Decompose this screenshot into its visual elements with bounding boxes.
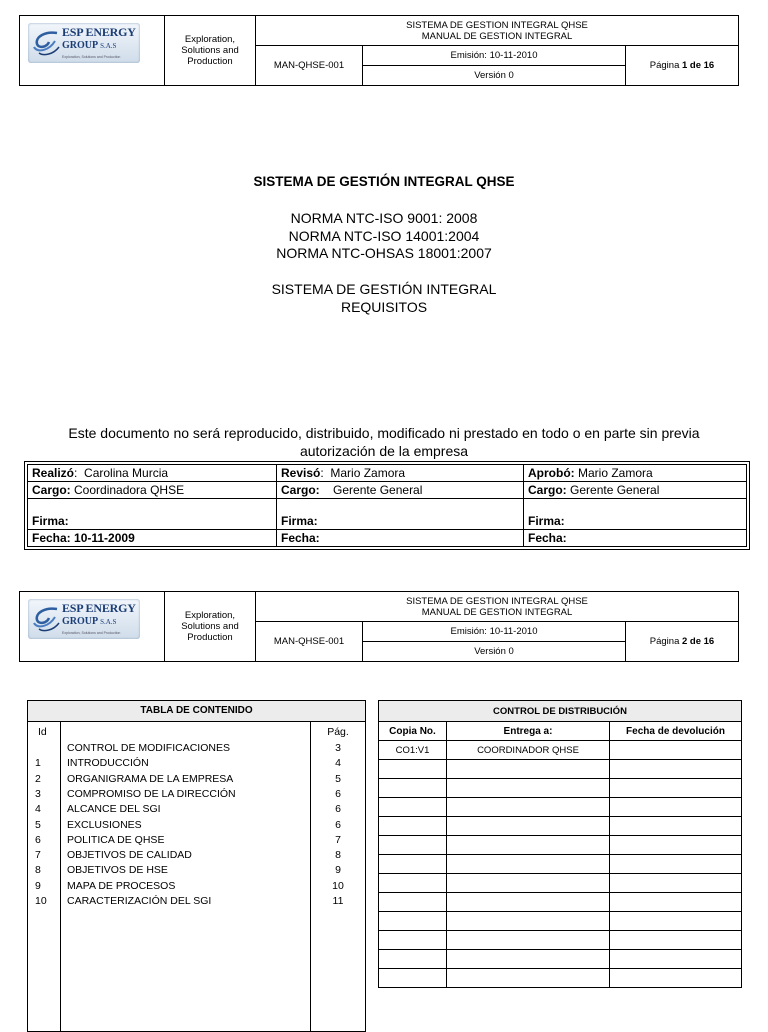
toc-row-page: 7 (335, 833, 341, 846)
table-cell (379, 874, 447, 893)
table-cell (610, 855, 742, 874)
reproduction-notice: Este documento no será reproducido, distribuido, modificado ni prestado en todo o en parte sin previa autorización de la empresa (68, 425, 700, 459)
toc-row-page: 3 (335, 742, 341, 754)
toc-row-id: 3 (35, 787, 41, 800)
toc-row-label: ALCANCE DEL SGI (67, 803, 161, 816)
toc-row-label: INTRODUCCIÓN (67, 757, 149, 770)
toc-row-page: 6 (335, 818, 341, 831)
table-cell (447, 969, 610, 988)
document-code: MAN-QHSE-001 (256, 46, 363, 86)
toc-row-id: 10 (35, 895, 47, 907)
table-cell (379, 855, 447, 874)
table-cell (447, 779, 610, 798)
table-cell (610, 874, 742, 893)
toc-row (28, 894, 365, 909)
distribution-title: CONTROL DE DISTRIBUCIÓN (379, 701, 742, 722)
logo-line2: GROUP S.A.S (62, 40, 117, 51)
toc-row-label: COMPROMISO DE LA DIRECCIÓN (67, 787, 236, 800)
approval-table (27, 464, 747, 547)
logo-cell (20, 592, 165, 662)
toc-row (28, 848, 365, 863)
table-cell (447, 760, 610, 779)
table-row (379, 874, 742, 893)
logo-tagline: Exploration, Solutions and Production (62, 631, 121, 635)
page-header-2 (19, 591, 739, 662)
table-cell (447, 950, 610, 969)
table-cell (379, 931, 447, 950)
company-description: Exploration, Solutions and Production (165, 16, 256, 86)
page-indicator: Página 2 de 16 (626, 622, 739, 662)
col-entrega: Entrega a: (447, 722, 610, 741)
toc-row-page: 9 (335, 864, 341, 877)
table-row (379, 931, 742, 950)
document-code: MAN-QHSE-001 (256, 622, 363, 662)
table-cell (379, 836, 447, 855)
realizo-firma: Firma: (28, 499, 277, 530)
logo-line1: ESP ENERGY (62, 601, 136, 615)
toc-row-id: 5 (35, 818, 41, 831)
toc-row-page: 4 (335, 757, 341, 770)
toc-row (28, 879, 365, 894)
toc-row-id: 9 (35, 879, 41, 892)
toc-row-id: 4 (35, 803, 41, 816)
toc-row-id: 8 (35, 864, 41, 877)
emision-version: Emisión: 10-11-2010 Versión 0 (363, 622, 626, 662)
reviso-cargo: Cargo: Gerente General (277, 482, 524, 499)
toc-row-page: 6 (335, 787, 341, 800)
toc-row-label: CONTROL DE MODIFICACIONES (67, 742, 230, 754)
realizo-cell: Realizó: Carolina Murcia (28, 465, 277, 482)
table-cell (379, 779, 447, 798)
table-cell (379, 950, 447, 969)
toc-row (28, 772, 365, 787)
logo-cell (20, 16, 165, 86)
norm-item: NORMA NTC-ISO 9001: 2008 (290, 210, 478, 226)
toc-row-page: 5 (335, 772, 341, 785)
norm-item: NORMA NTC-ISO 14001:2004 (288, 227, 480, 244)
table-cell (610, 760, 742, 779)
table-row (379, 779, 742, 798)
aprobo-firma: Firma: (524, 499, 747, 530)
table-cell: COORDINADOR QHSE (447, 741, 610, 760)
col-fecha-devolucion: Fecha de devolución (610, 722, 742, 741)
emision-version: Emisión: 10-11-2010 Versión 0 (363, 46, 626, 86)
page-indicator: Página 1 de 16 (626, 46, 739, 86)
toc-row-page: 6 (335, 803, 341, 816)
toc-header-row (28, 725, 365, 740)
table-cell (610, 893, 742, 912)
table-cell (379, 760, 447, 779)
table-row (379, 798, 742, 817)
toc-row (28, 818, 365, 833)
realizo-fecha: Fecha: 10-11-2009 (28, 530, 277, 547)
toc-col-id: Id (38, 726, 47, 738)
toc-row-page: 11 (332, 895, 344, 907)
document-main-title: SISTEMA DE GESTIÓN INTEGRAL QHSE (253, 174, 515, 189)
table-cell (379, 969, 447, 988)
reviso-firma: Firma: (277, 499, 524, 530)
table-cell (610, 950, 742, 969)
col-copia: Copia No. (379, 722, 447, 741)
table-cell (610, 969, 742, 988)
toc-row (28, 787, 365, 802)
table-cell (447, 893, 610, 912)
table-cell (610, 931, 742, 950)
aprobo-cell: Aprobó: Mario Zamora (524, 465, 747, 482)
table-row (379, 855, 742, 874)
toc-row (28, 756, 365, 771)
table-row (379, 969, 742, 988)
table-cell (379, 817, 447, 836)
table-of-contents (27, 700, 366, 1032)
norms-list (0, 210, 768, 263)
table-row (379, 760, 742, 779)
toc-row-id: 1 (35, 757, 41, 770)
table-cell (447, 874, 610, 893)
norm-item: NORMA NTC-OHSAS 18001:2007 (276, 245, 492, 261)
table-cell (610, 798, 742, 817)
toc-row-label: CARACTERIZACIÓN DEL SGI (67, 895, 212, 907)
table-cell (447, 931, 610, 950)
table-row (379, 950, 742, 969)
table-row (379, 817, 742, 836)
toc-row (28, 863, 365, 878)
table-cell (379, 912, 447, 931)
table-cell (610, 912, 742, 931)
reviso-cell: Revisó: Mario Zamora (277, 465, 524, 482)
table-row (379, 893, 742, 912)
swirl-logo-icon (31, 605, 61, 633)
table-cell: CO1:V1 (379, 741, 447, 760)
toc-row (28, 802, 365, 817)
system-title: SISTEMA DE GESTION INTEGRAL QHSE MANUAL DE GESTION INTEGRAL (256, 16, 739, 46)
toc-row-page: 10 (332, 879, 344, 892)
logo-tagline: Exploration, Solutions and Production (62, 55, 121, 59)
table-cell (447, 798, 610, 817)
table-cell (447, 855, 610, 874)
toc-row-label: MAPA DE PROCESOS (67, 879, 176, 892)
toc-row-label: OBJETIVOS DE HSE (67, 864, 168, 877)
reviso-fecha: Fecha: (277, 530, 524, 547)
toc-row-page: 8 (335, 849, 341, 862)
table-cell (379, 893, 447, 912)
toc-row-label: ORGANIGRAMA DE LA EMPRESA (67, 772, 234, 785)
page-header-1 (19, 15, 739, 86)
realizo-cargo: Cargo: Coordinadora QHSE (28, 482, 277, 499)
table-row (379, 836, 742, 855)
aprobo-fecha: Fecha: (524, 530, 747, 547)
company-description: Exploration, Solutions and Production (165, 592, 256, 662)
logo-line1: ESP ENERGY (62, 25, 136, 39)
toc-row-label: OBJETIVOS DE CALIDAD (67, 849, 192, 862)
table-cell (379, 798, 447, 817)
table-row (379, 741, 742, 760)
toc-row-id: 6 (35, 833, 41, 846)
logo-line2: GROUP S.A.S (62, 616, 117, 627)
system-title: SISTEMA DE GESTION INTEGRAL QHSE MANUAL DE GESTION INTEGRAL (256, 592, 739, 622)
toc-row-id: 7 (35, 849, 41, 862)
company-logo (28, 23, 140, 63)
toc-row (28, 741, 365, 756)
swirl-logo-icon (31, 29, 61, 57)
company-logo (28, 599, 140, 639)
toc-row-id: 2 (35, 772, 41, 785)
toc-row-label: EXCLUSIONES (67, 818, 142, 831)
table-cell (610, 817, 742, 836)
table-cell (447, 817, 610, 836)
table-cell (610, 741, 742, 760)
table-cell (610, 779, 742, 798)
table-cell (610, 836, 742, 855)
table-cell (447, 836, 610, 855)
toc-row-label: POLITICA DE QHSE (67, 833, 165, 846)
table-cell (447, 912, 610, 931)
distribution-control-table (378, 700, 742, 988)
toc-title: TABLA DE CONTENIDO (28, 701, 365, 722)
toc-row (28, 833, 365, 848)
toc-col-page: Pág. (327, 726, 349, 738)
table-row (379, 912, 742, 931)
document-subtitle: SISTEMA DE GESTIÓN INTEGRAL REQUISITOS (271, 281, 497, 315)
aprobo-cargo: Cargo: Gerente General (524, 482, 747, 499)
